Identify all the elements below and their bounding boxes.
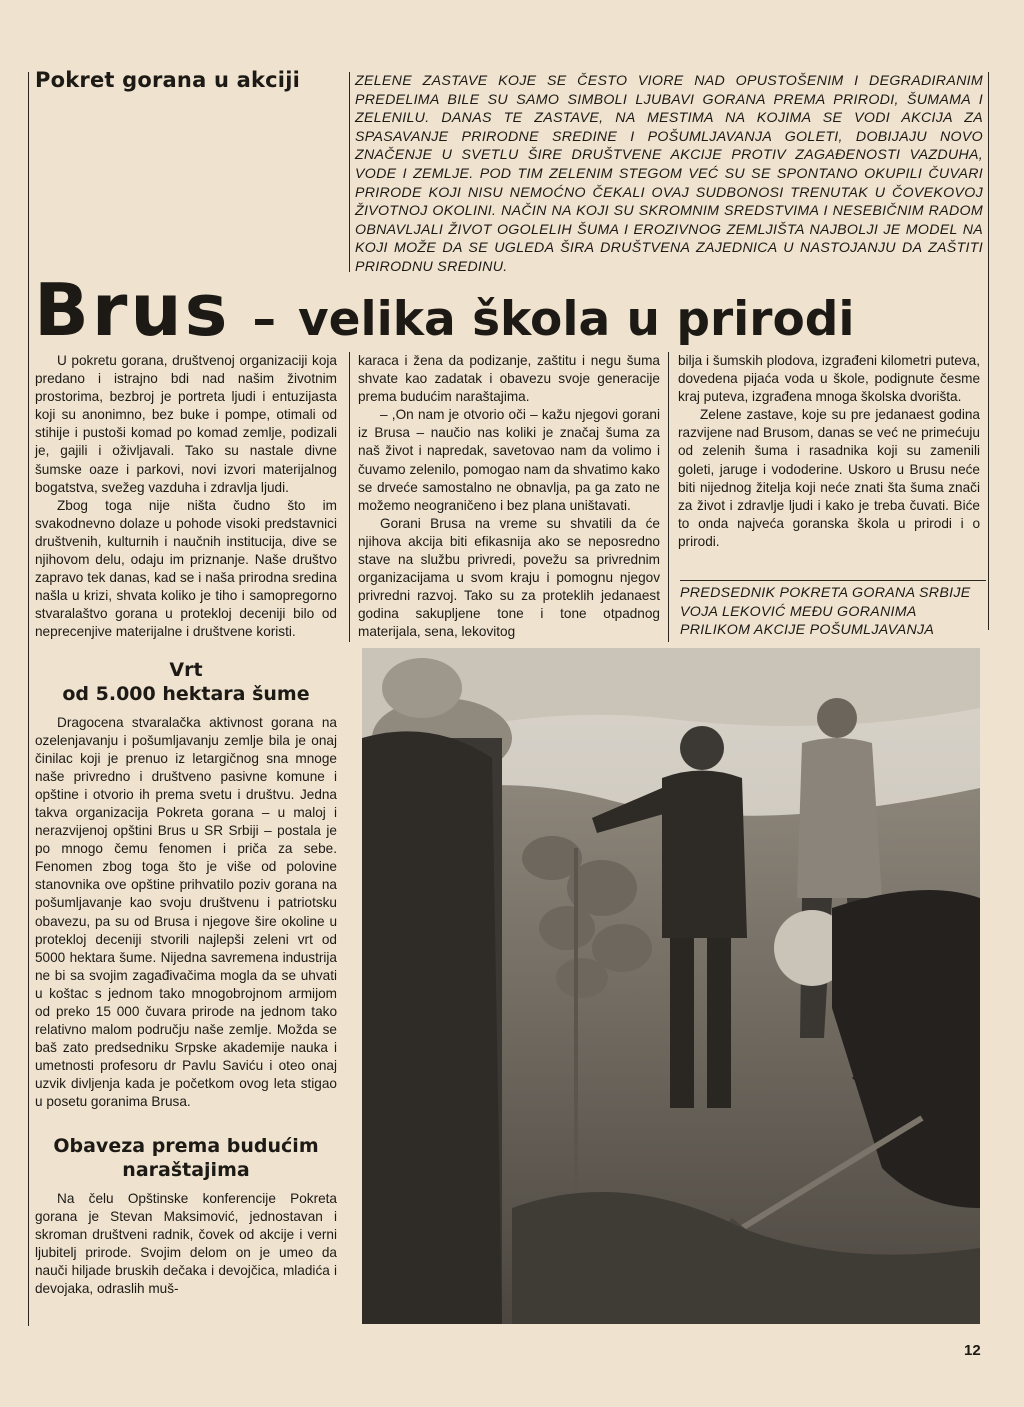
column-2 (358, 352, 660, 642)
section-kicker: Pokret gorana u akciji (35, 68, 300, 92)
subhead-obaveza (35, 1134, 337, 1182)
subhead-vrt-line1: Vrt (169, 658, 203, 681)
col2-paragraph: Gorani Brusa na vreme su shvatili da će njihova akcija biti efikasnija ako se neposredno stave na službu privredi, povežu sa privrednim organizacijama u svom kraju i pomognu njegov privredni razvoj. Tako su za proteklih jedanaest godina sakupljene tone i tone otpadnog materijala, sena, lekovitog (358, 515, 660, 640)
left-frame-rule (28, 72, 29, 1326)
column-1 (35, 352, 337, 1298)
lead-paragraph: ZELENE ZASTAVE KOJE SE ČESTO VIORE NAD OPUSTOŠENIM I DEGRADIRANIM PREDELIMA BILE SU SAMO SIMBOLI LJUBAVI GORANA PREMA PRIRODI, ŠUMAMA I ZELENILU. DANAS TE ZASTAVE, NA MESTIMA NA KOJIMA SE VODI AKCIJA ZA SPASAVANJE PRIRODNE SREDINE I POŠUMLJAVANJA GOLETI, DOBIJAJU NOVO ZNAČENJE U SVETLU ŠIRE DRUŠTVENE AKCIJE PROTIV ZAGAĐENOSTI VAZDUHA, VODE I ZEMLJE. POD TIM ZELENIM STEGOM VEĆ SU SE SPONTANO OKUPILI ČUVARI PRIRODE KOJI NISU NEMOĆNO ČEKALI OVAJ SUDBONOSI TRENUTAK U ČOVEKOVOJ ŽIVOTNOJ OKOLINI. NAČIN NA KOJI SU SKROMNIM SREDSTVIMA I NESEBIČNIM RADOM OBNAVLJALI ŽIVOT OGOLELIH ŠUMA I EROZIVNOG ZEMLJIŠTA NAJBOLJI JE MODEL NA KOJI MOŽE DA SE UGLEDA ŠIRA DRUŠTVENA ZAJEDNICA U NASTOJANJU DA ZAŠTITI PRIRODNU SREDINU. (355, 73, 983, 275)
col2-paragraph: karaca i žena da podizanje, zaštitu i negu šuma shvate kao zadatak i obavezu svoje generacije prema budućim naraštajima. (358, 353, 660, 405)
right-frame-rule (988, 72, 989, 630)
photo-caption: PREDSEDNIK POKRETA GORANA SRBIJE VOJA LEKOVIĆ MEĐU GORANIMA PRILIKOM AKCIJE POŠUMLJAVANJA (680, 585, 971, 639)
col1-paragraph: U pokretu gorana, društvenoj organizaciji koja predano i istrajno bdi nad našim životnim prostorima, bezbroj je portreta ljudi i entuzijasta koji su anonimno, bez buke i pompe, otimali od stihije i pustoši komad po komad zemlje, podizali je, gajili i oživljavali. Tako su nastale divne šumske oaze i parkovi, novi izvori materijalnog bogatstva, svežeg vazduha i zdravlja ljudi. (35, 353, 337, 495)
col3-paragraph: bilja i šumskih plodova, izgrađeni kilometri puteva, dovedena pijaća voda u škole, podignute česme kraj puteva, izgrađena mnoga školska dvorišta. (678, 353, 980, 405)
col3-paragraph: Zelene zastave, koje su pre jedanaest godina razvijene nad Brusom, danas se već ne primećuju od zelenih šuma i rasadnika koji su zamenili goleti, jaruge i vododerine. Uskoro u Brusu neće biti nijednog žitelja koji neće znati šta šuma znači za život i zdravlje ljudi i kako je treba čuvati. Biće to onda najveća goranska škola u prirodi i o prirodi. (678, 407, 980, 549)
subhead-vrt (35, 658, 337, 706)
caption-top-rule (680, 580, 986, 581)
column-divider-2 (349, 352, 350, 642)
page-number: 12 (964, 1342, 981, 1359)
subhead-vrt-line2: od 5.000 hektara šume (62, 682, 310, 705)
headline-subtitle: velika škola u prirodi (298, 292, 855, 347)
headline-dash: – (252, 292, 276, 347)
col2-paragraph: – ,On nam je otvorio oči – kažu njegovi gorani iz Brusa – naučio nas koliki je značaj šuma za naš život i napredak, savetovao nam da volimo i čuvamo zelenilo, pomogao nam da shvatimo kako se drveće samostalno ne obnavlja, pa ga zato ne možemo neograničeno i bez plana uništavati. (358, 407, 660, 513)
subhead-obaveza-line2: naraštajima (122, 1158, 250, 1181)
column-divider-3 (668, 352, 669, 642)
col1-paragraph: Zbog toga nije ništa čudno što im svakodnevno dolaze u pohode visoki predstavnici društvenih, kulturnih i naučnih institucija, dive se njihovom delu, odaju im priznanje. Naše društvo zapravo tek danas, kad se i naša prirodna sredina našla u krizi, shvata koliko je tiho i samopregorno stvaralaštvo gorana u proteklој deceniji bilo od neprecenjive materijalne i društvene koristi. (35, 497, 337, 640)
col1-paragraph: Na čelu Opštinske konferencije Pokreta gorana je Stevan Maksimović, jednostavan i skroman društveni radnik, čovek od akcije i verni ljubitelj prirode. Svojim delom on je umeo da nauči hiljade bruskih dečaka i devojčica, mladića i devojaka, odraslih muš- (35, 1190, 337, 1297)
article-photo (362, 648, 980, 1324)
col1-paragraph: Dragocena stvaralačka aktivnost gorana na ozelenjavanju i pošumljavanju zemlje bila je onaj činilac koji je prenuo iz letargičnog sna mnoge naše privredno i društveno pasivne komune i opštine i otvorio ih prema svetu i društvu. Jedna takva organizacija Pokreta gorana – u maloj i nerazvijenoj opštini Brus u SR Srbiji – postala je po mnogo čemu fenomen i priča za sebe. Fenomen zbog toga što je više od polovine stanovnika ove opštine prihvatilo poziv gorana na pošumljavanje kao svoju društvenu i patriotsku obavezu, pa su od Brusa i njegove šire okoline u proteklој deceniji stvorili najlepši zeleni vrt od 5000 hektara šume. Nijedna savremena industrija ne bi sa svojim zagađivačima mogla da se uhvati u koštac s jednom tako mnogobrojnom armijom od preko 15 000 čuvara prirode na jednom tako relativno malom području naše zemlje. Možda se baš zato predsedniku Srpske akademije nauka i umetnosti profesoru dr Pavlu Saviću i oteo onaj uzvik divljenja kada je početkom ovog leta stigao u posetu goranima Brusa. (35, 714, 337, 1110)
subhead-obaveza-line1: Obaveza prema budućim (53, 1134, 319, 1157)
headline-main: Brus (34, 268, 231, 352)
column-divider-1 (349, 72, 350, 272)
column-3 (678, 352, 980, 551)
tree-planting-photo-illustration (362, 648, 980, 1324)
article-headline (34, 268, 984, 352)
